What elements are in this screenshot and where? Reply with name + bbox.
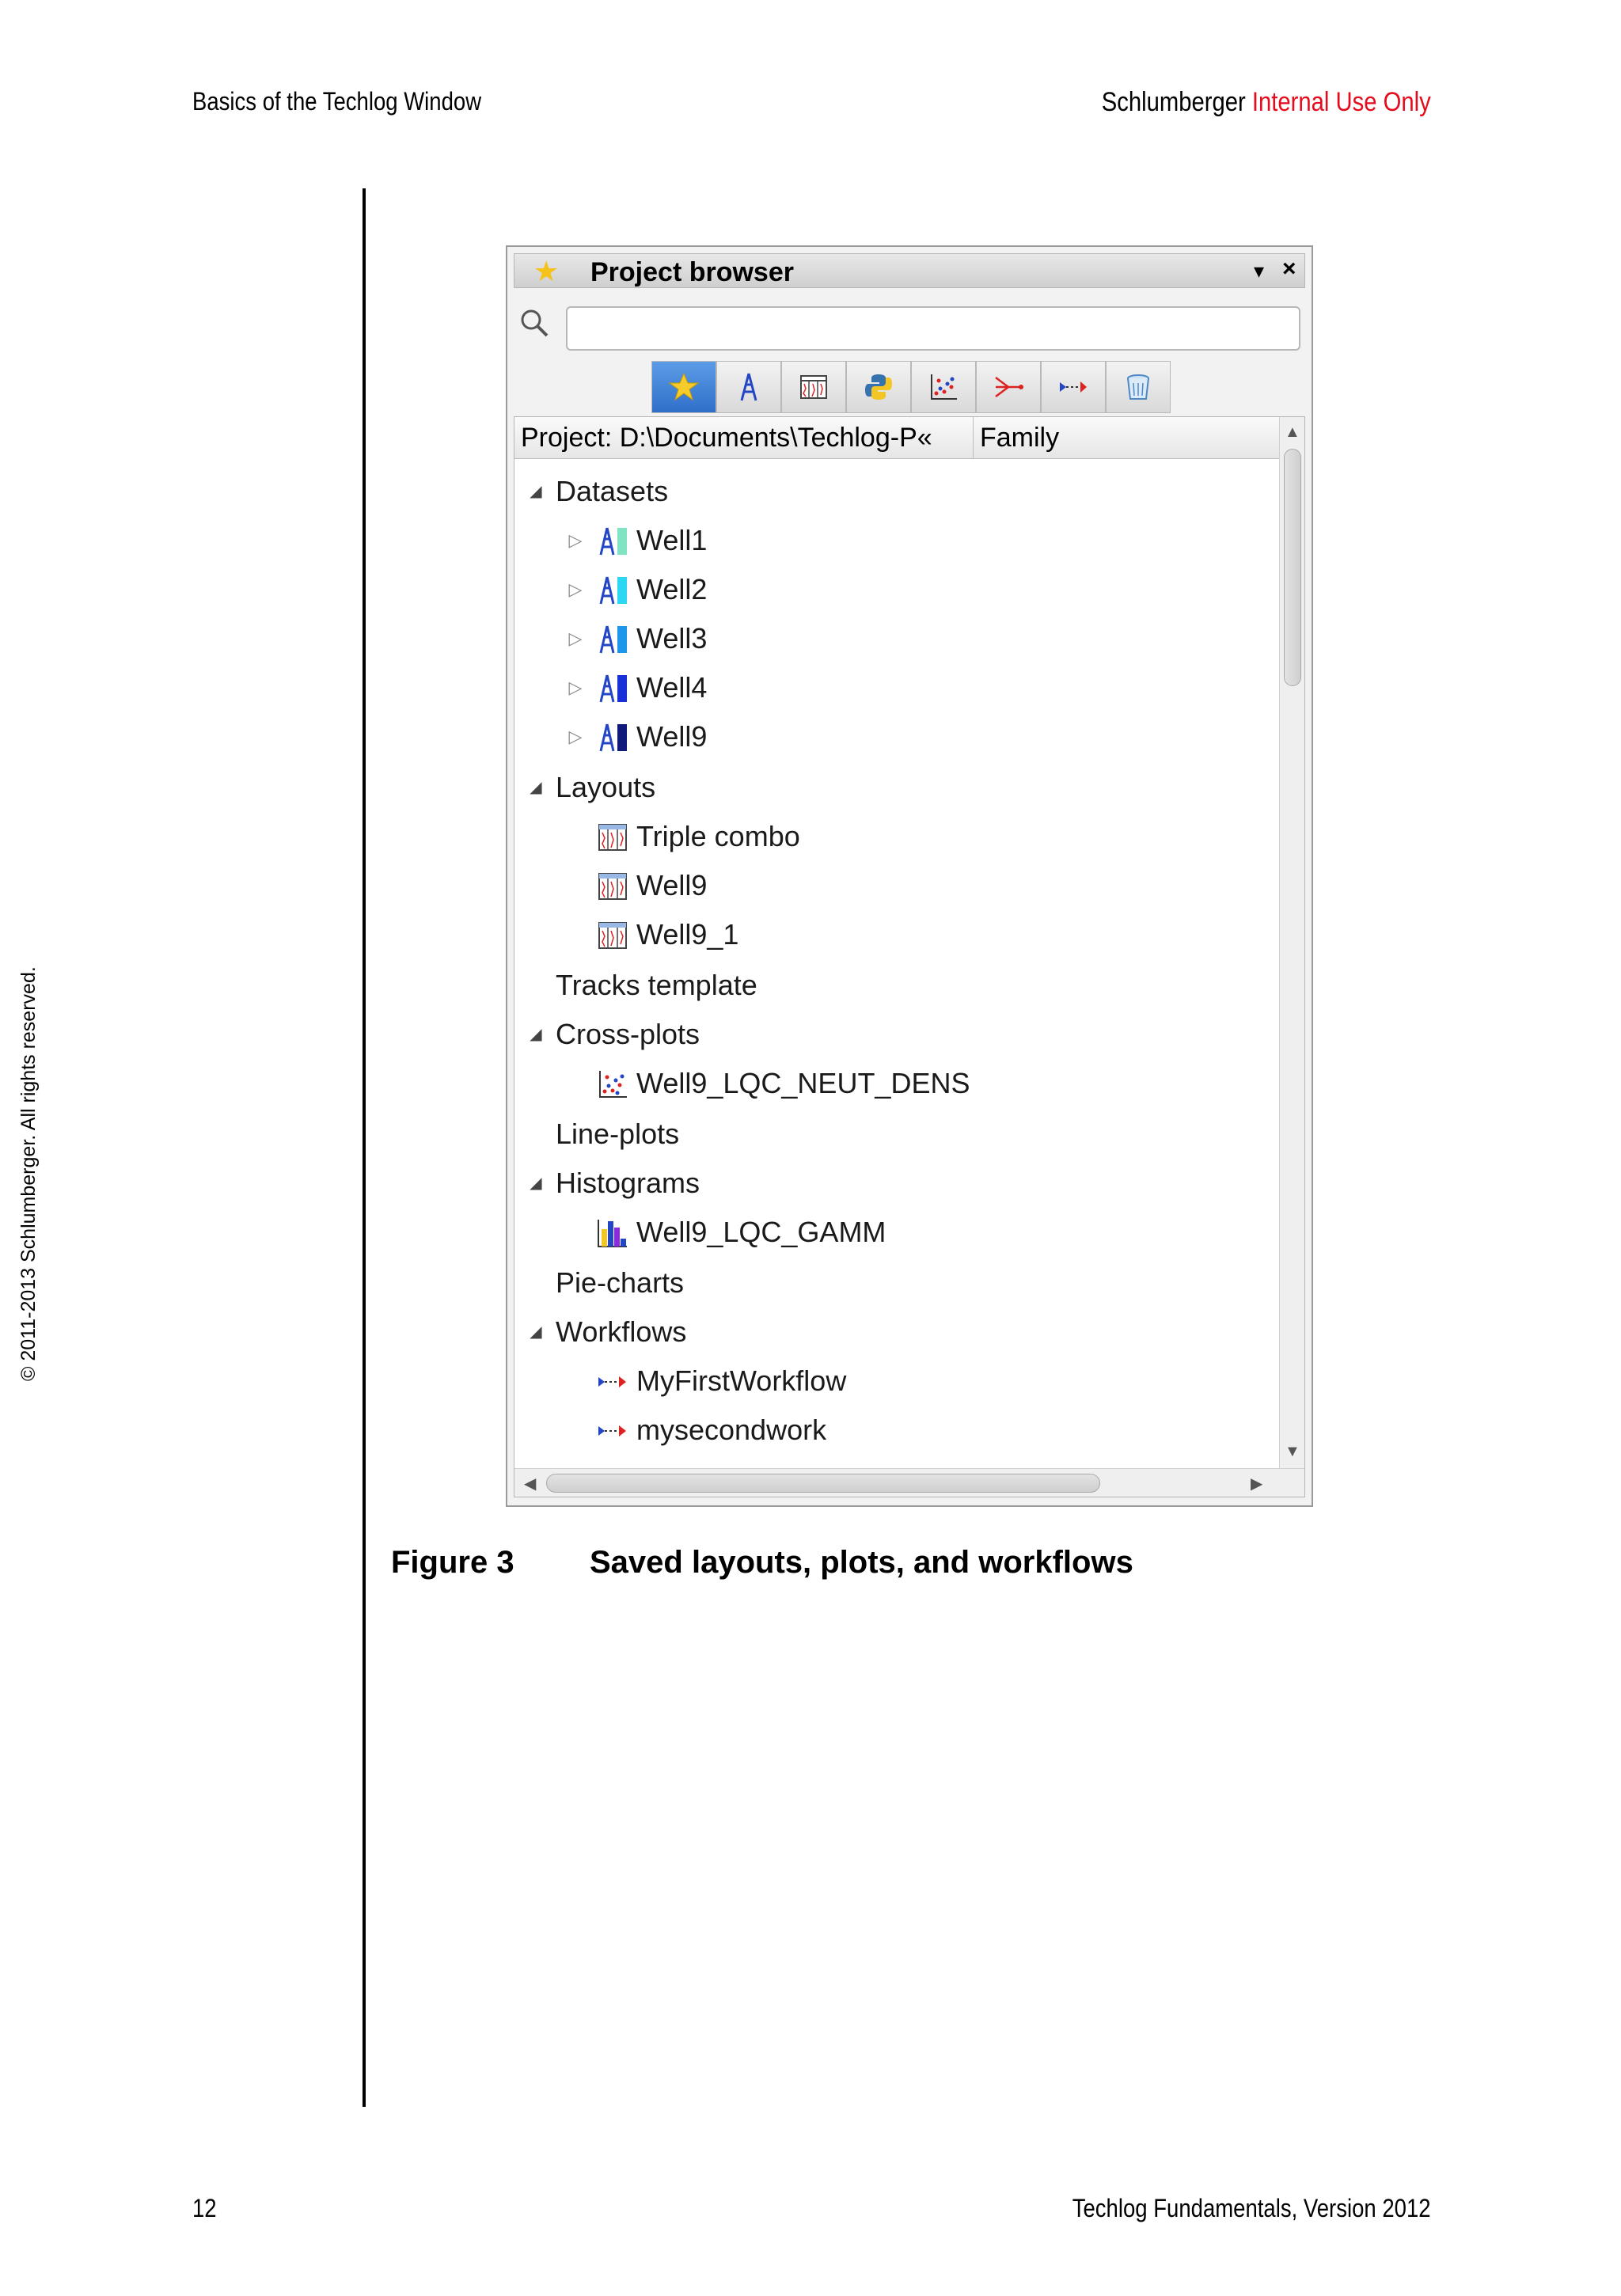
scroll-right-arrow-icon[interactable]: ▶ [1251, 1475, 1263, 1493]
crossplot-icon [928, 371, 959, 403]
collapsed-arrow-icon[interactable]: ▷ [568, 677, 583, 697]
margin-rule [363, 188, 366, 2107]
project-tree: Project: D:\Documents\Techlog-P« Family ◢ Datasets ▷ Well1 ▷ Well2 ▷ Well3 ▷ Well4 ▷ Well9 ◢ Layouts Triple combo Well9 Well9_1 Tracks template ◢ Cross-plots Well9_LQC_NEUT_DENS Line-plots ◢ Histograms Well9_LQC_GAMM Pie-charts ◢ Workflows MyFirstWorkflow mysecondwork ▲ ▼ ◀ ▶ [514, 416, 1305, 1497]
crossplot-icon [597, 1069, 628, 1099]
tree-icon [993, 371, 1024, 403]
classification-label: Internal Use Only [1252, 87, 1431, 117]
crossplots-tab[interactable] [911, 361, 976, 413]
page-number: 12 [192, 2194, 217, 2222]
project-browser-titlebar [514, 253, 1305, 288]
collapsed-arrow-icon[interactable]: ▷ [568, 530, 583, 550]
star-icon: ★ [533, 255, 560, 287]
well-icon [597, 624, 628, 655]
vertical-scroll-thumb[interactable] [1284, 449, 1301, 686]
horizontal-scroll-thumb[interactable] [546, 1474, 1100, 1493]
wells-tab[interactable] [716, 361, 781, 413]
scroll-left-arrow-icon[interactable]: ◀ [524, 1475, 537, 1493]
well-icon [597, 526, 628, 556]
collapsed-arrow-icon[interactable]: ▷ [568, 628, 583, 648]
page-header-classification [1102, 87, 1431, 118]
workflow-icon [597, 1416, 628, 1446]
workflows-tab[interactable] [1041, 361, 1106, 413]
expanded-arrow-icon[interactable]: ◢ [530, 779, 542, 796]
horizontal-scrollbar[interactable] [514, 1468, 1304, 1497]
python-tab[interactable] [846, 361, 911, 413]
layout-icon [597, 822, 628, 852]
histogram-icon [597, 1218, 628, 1248]
well-icon [597, 674, 628, 704]
project-browser-window [506, 245, 1313, 1507]
well-icon [597, 723, 628, 753]
trash-icon [1122, 371, 1154, 403]
close-button[interactable]: × [1282, 256, 1296, 282]
star-icon [668, 371, 700, 403]
layout-icon [597, 920, 628, 951]
tree-tab[interactable] [976, 361, 1041, 413]
layout-icon [798, 371, 829, 403]
expanded-arrow-icon[interactable]: ◢ [530, 1175, 542, 1192]
tree-column-header [514, 417, 1279, 459]
scroll-up-arrow-icon[interactable]: ▲ [1285, 423, 1300, 441]
workflow-icon [1057, 371, 1089, 403]
layout-icon [597, 871, 628, 901]
figure-number: Figure 3 [391, 1545, 514, 1580]
column-project-path[interactable]: Project: D:\Documents\Techlog-P« [514, 417, 974, 458]
pin-dropdown-button[interactable]: ▾ [1254, 259, 1265, 283]
footer-doc-title: Techlog Fundamentals, Version 2012 [1072, 2194, 1431, 2222]
project-browser-title: Project browser [590, 257, 794, 287]
expanded-arrow-icon[interactable]: ◢ [530, 483, 542, 500]
workflow-icon [597, 1367, 628, 1397]
favorites-tab[interactable] [651, 361, 716, 413]
collapsed-arrow-icon[interactable]: ▷ [568, 579, 583, 599]
well-icon [733, 371, 765, 403]
trash-tab[interactable] [1106, 361, 1171, 413]
well-icon [597, 575, 628, 605]
expanded-arrow-icon[interactable]: ◢ [530, 1026, 542, 1043]
search-icon [518, 307, 550, 339]
python-icon [863, 371, 894, 403]
scroll-down-arrow-icon[interactable]: ▼ [1285, 1443, 1300, 1460]
column-family[interactable]: Family [980, 423, 1060, 453]
layouts-tab[interactable] [781, 361, 846, 413]
copyright-side-text: © 2011-2013 Schlumberger. All rights reserved. [17, 966, 40, 1381]
search-input[interactable] [566, 306, 1300, 351]
figure-caption: Saved layouts, plots, and workflows [590, 1545, 1133, 1580]
browser-toolbar [651, 361, 1171, 413]
vertical-scrollbar[interactable] [1279, 417, 1305, 1468]
collapsed-arrow-icon[interactable]: ▷ [568, 727, 583, 746]
company-name: Schlumberger [1101, 87, 1246, 117]
page-header-title: Basics of the Techlog Window [192, 87, 482, 116]
expanded-arrow-icon[interactable]: ◢ [530, 1323, 542, 1341]
